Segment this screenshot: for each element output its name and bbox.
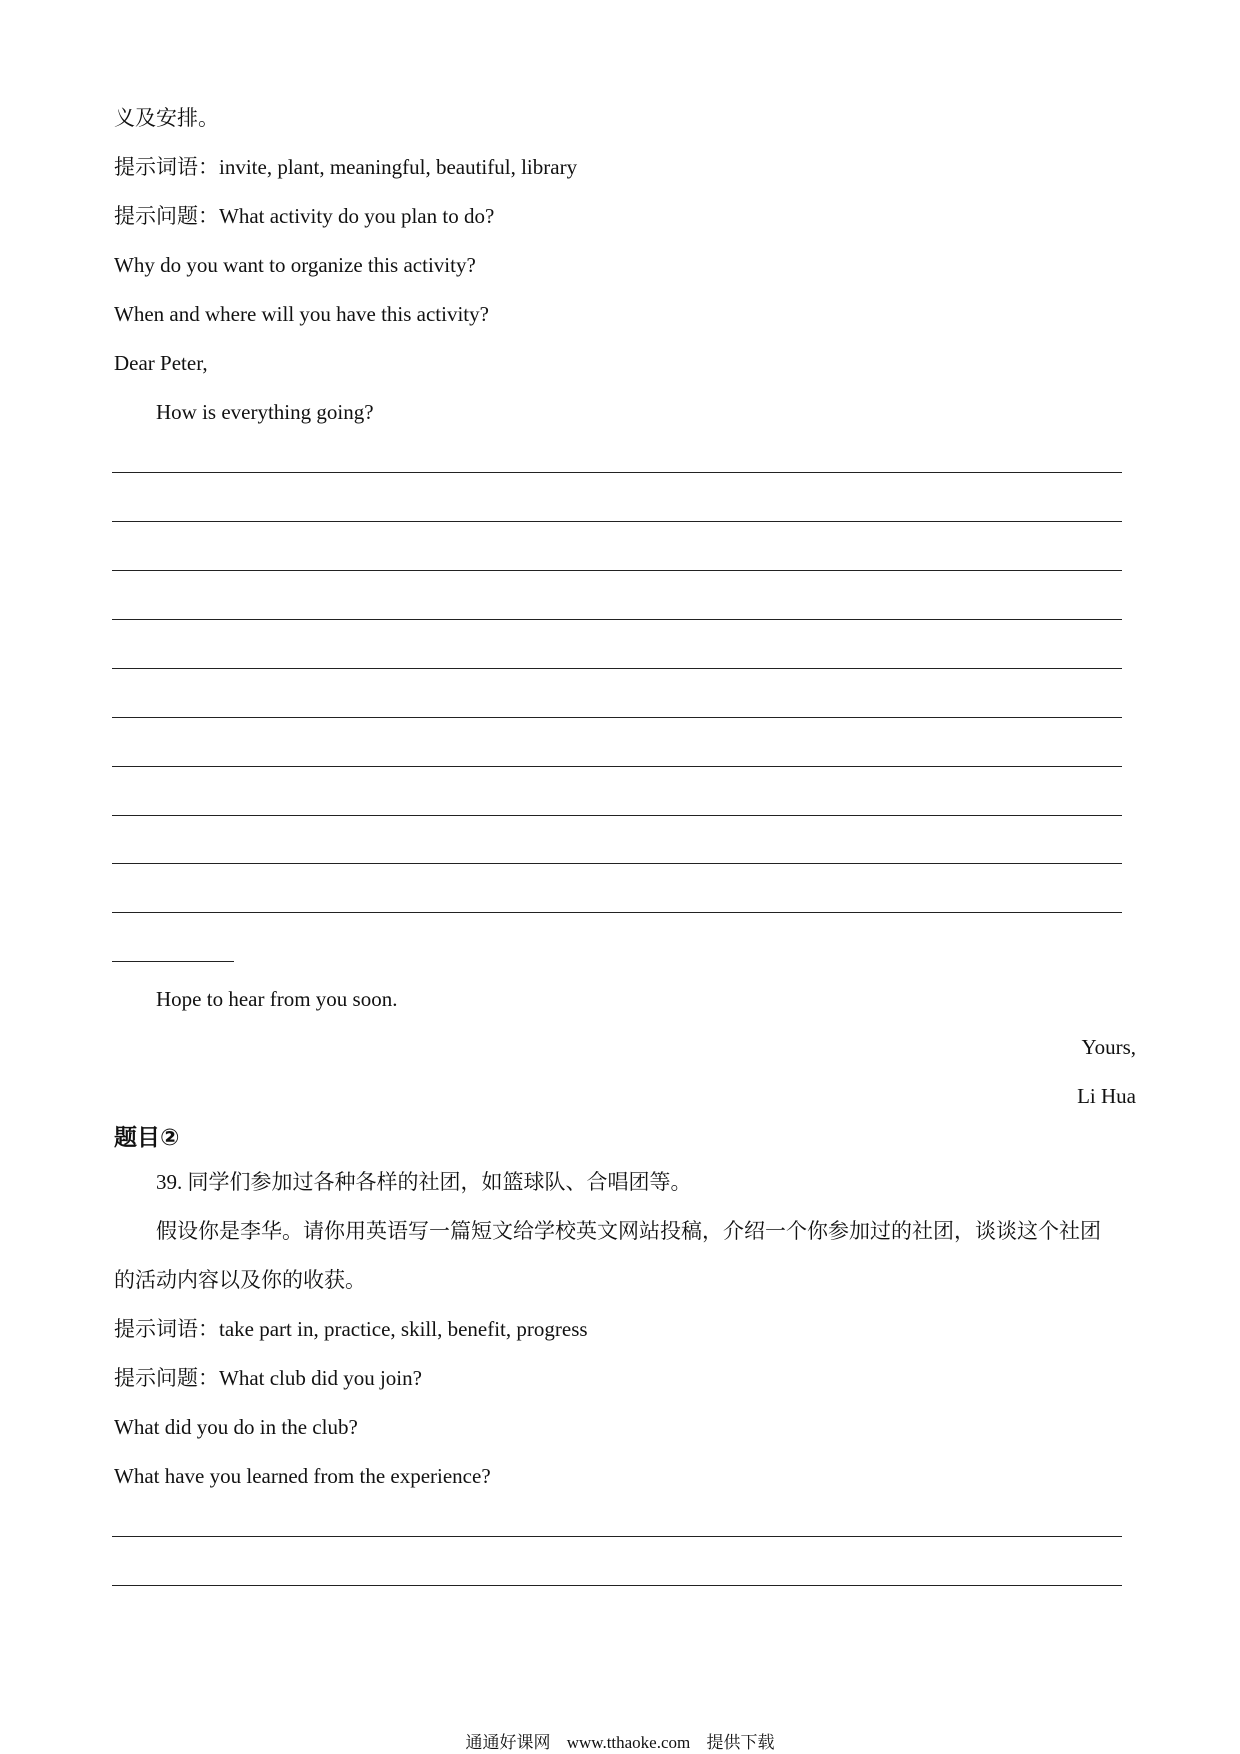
footer-url[interactable]: www.tthaoke.com: [566, 1733, 691, 1752]
writing-line[interactable]: [112, 570, 1122, 571]
writing-line[interactable]: [112, 863, 1122, 864]
task2-hint-words: 提示词语：take part in, practice, skill, benefit, progress: [114, 1317, 588, 1341]
task2-heading: 题目②: [114, 1125, 180, 1151]
footer-note: 提供下载: [706, 1733, 775, 1752]
letter-signoff: Yours,: [1081, 1035, 1136, 1059]
letter-salutation: Dear Peter,: [114, 351, 208, 375]
task2-hint-question-2: What did you do in the club?: [114, 1415, 358, 1439]
writing-line[interactable]: [112, 815, 1122, 816]
writing-line[interactable]: [112, 1536, 1122, 1537]
writing-line[interactable]: [112, 1585, 1122, 1586]
writing-line[interactable]: [112, 521, 1122, 522]
task1-hint-question-3: When and where will you have this activity?: [114, 302, 489, 326]
task2-prompt-line-2: 的活动内容以及你的收获。: [114, 1268, 366, 1292]
writing-line[interactable]: [112, 472, 1122, 473]
task2-prompt-line-1: 假设你是李华。请你用英语写一篇短文给学校英文网站投稿，介绍一个你参加过的社团，谈谈这个社团: [156, 1219, 1101, 1243]
footer-site-name: 通通好课网: [465, 1733, 551, 1752]
task1-hint-question-1: 提示问题：What activity do you plan to do?: [114, 204, 495, 228]
letter-opening: How is everything going?: [156, 400, 374, 424]
letter-closing: Hope to hear from you soon.: [156, 987, 398, 1011]
task2-intro: 39. 同学们参加过各种各样的社团，如篮球队、合唱团等。: [156, 1170, 692, 1194]
writing-line[interactable]: [112, 766, 1122, 767]
task1-hint-words: 提示词语：invite, plant, meaningful, beautiful, library: [114, 155, 578, 179]
task2-hint-question-1: 提示问题：What club did you join?: [114, 1366, 422, 1390]
writing-line[interactable]: [112, 912, 1122, 913]
task1-tail-text: 义及安排。: [114, 106, 219, 130]
writing-line[interactable]: [112, 668, 1122, 669]
writing-line[interactable]: [112, 619, 1122, 620]
writing-line[interactable]: [112, 717, 1122, 718]
writing-line-short[interactable]: [112, 961, 234, 962]
page-footer: [0, 1732, 1240, 1754]
task2-hint-question-3: What have you learned from the experience?: [114, 1464, 491, 1488]
task1-hint-question-2: Why do you want to organize this activity?: [114, 253, 476, 277]
letter-signature: Li Hua: [1077, 1084, 1136, 1108]
